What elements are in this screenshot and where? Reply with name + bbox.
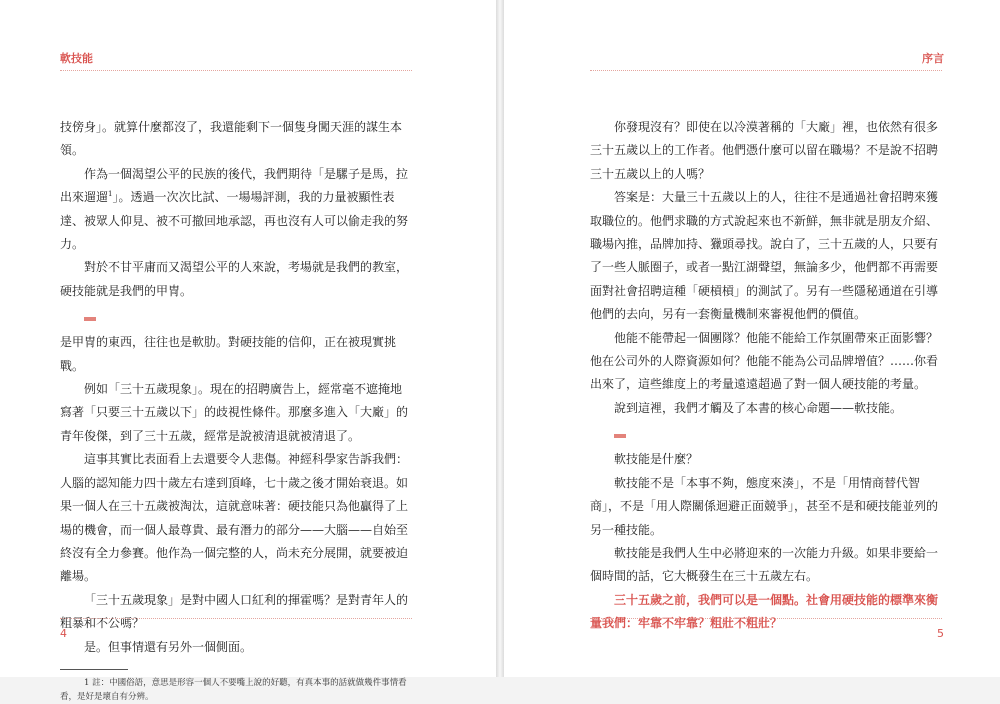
paragraph: 這事其實比表面看上去還要令人悲傷。神經科學家告訴我們：人腦的認知能力四十歲左右達到頂峰，七十歲之後才開始衰退。如果一個人在三十五歲被淘汰，這就意味著：硬技能只為他贏得了上場的機會，而一個人最尊貴、最有潛力的部分——大腦——自始至終沒有全力參賽。他作為一個完整的人，尚未充分展開，就要被迫離場。 bbox=[60, 452, 409, 584]
footnote: 1 註：中國俗語，意思是形容一個人不要嘴上說的好聽，有真本事的話就做幾件事情看看，是好是壞自有分辨。 bbox=[60, 677, 407, 702]
paragraph: 軟技能不是「本事不夠，態度來湊」，不是「用情商替代智商」，不是「用人際關係迴避正面競爭」，甚至不是和硬技能並列的另一種技能。 bbox=[590, 475, 939, 537]
paragraph: 你發現沒有？即使在以冷漠著稱的「大廠」裡，也依然有很多三十五歲以上的工作者。他們憑什麼可以留在職場？不是說不招聘三十五歲以上的人嗎？ bbox=[590, 120, 939, 181]
highlighted-paragraph: 三十五歲之前，我們可以是一個點。社會用硬技能的標準來衡量我們：牢靠不牢靠？粗壯不粗壯？ bbox=[590, 592, 939, 631]
paragraph: 例如「三十五歲現象」。現在的招聘廣告上，經常毫不遮掩地寫著「只要三十五歲以下」的歧視性條件。那麼多進入「大廠」的青年俊傑，到了三十五歲，經常是說被清退就被清退了。 bbox=[60, 382, 409, 443]
right-page bbox=[504, 0, 1000, 677]
paragraph: 軟技能是什麼？ bbox=[614, 452, 699, 467]
paragraph: 說到這裡，我們才觸及了本書的核心命題——軟技能。 bbox=[614, 400, 903, 415]
paragraph: 他能不能帶起一個團隊？他能不能給工作氛圍帶來正面影響？他在公司外的人際資源如何？他能不能為公司品牌增值？……你看出來了，這些維度上的考量遠遠超過了對一個人硬技能的考量。 bbox=[590, 330, 939, 392]
paragraph bbox=[60, 163, 412, 257]
left-page bbox=[0, 0, 496, 702]
footer-rule-left bbox=[60, 618, 412, 619]
paragraph: 是甲冑的東西，往往也是軟肋。對硬技能的信仰，正在被現實挑戰。 bbox=[60, 335, 397, 373]
page-number-right: 5 bbox=[937, 627, 944, 640]
paragraph: 「三十五歲現象」是對中國人口紅利的揮霍嗎？是對青年人的粗暴和不公嗎？ bbox=[60, 592, 409, 631]
right-page-body bbox=[590, 116, 942, 636]
footer-rule-right bbox=[590, 618, 942, 619]
footnote-ref[interactable]: 1 bbox=[108, 190, 113, 199]
left-page-body bbox=[60, 116, 412, 704]
book-gutter bbox=[496, 0, 504, 677]
paragraph: 軟技能是我們人生中必將迎來的一次能力升級。如果非要給一個時間的話，它大概發生在三十五歲左右。 bbox=[590, 545, 939, 584]
paragraph-text: 作為一個渴望公平的民族的後代，我們期待「是騾子是馬，拉出來遛遛 bbox=[60, 166, 409, 205]
paragraph: 對於不甘平庸而又渴望公平的人來說，考場就是我們的教室，硬技能就是我們的甲冑。 bbox=[60, 260, 409, 298]
page-number-left: 4 bbox=[60, 627, 67, 640]
running-header-right: 序言 bbox=[922, 52, 944, 65]
header-rule-left bbox=[60, 70, 412, 71]
section-divider-mark bbox=[614, 434, 626, 438]
section-divider-mark bbox=[84, 317, 96, 321]
paragraph: 技傍身」。就算什麼都沒了，我還能剩下一個隻身闖天涯的謀生本領。 bbox=[60, 120, 403, 158]
paragraph: 是。但事情還有另外一個側面。 bbox=[84, 639, 253, 654]
running-header-left: 軟技能 bbox=[60, 52, 93, 65]
paragraph-text: 」。透過一次次比試、一場場評測，我的力量被顯性表達、被眾人仰見、被不可撤回地承認，再也沒有人可以偷走我的努力。 bbox=[60, 190, 409, 252]
footnote-rule bbox=[60, 669, 128, 670]
paragraph: 答案是：大量三十五歲以上的人，往往不是通過社會招聘來獲取職位的。他們求職的方式說起來也不新鮮，無非就是朋友介紹、職場內推，品牌加持、獵頭尋找。說白了，三十五歲的人，只要有了一些人脈圈子，或者一點江湖聲望，無論多少，他們都不再需要面對社會招聘這種「硬槓槓」的測試了。另有一些隱秘通道在引導他們的去向，另有一套衡量機制來審視他們的價值。 bbox=[590, 190, 939, 322]
header-rule-right bbox=[590, 70, 942, 71]
